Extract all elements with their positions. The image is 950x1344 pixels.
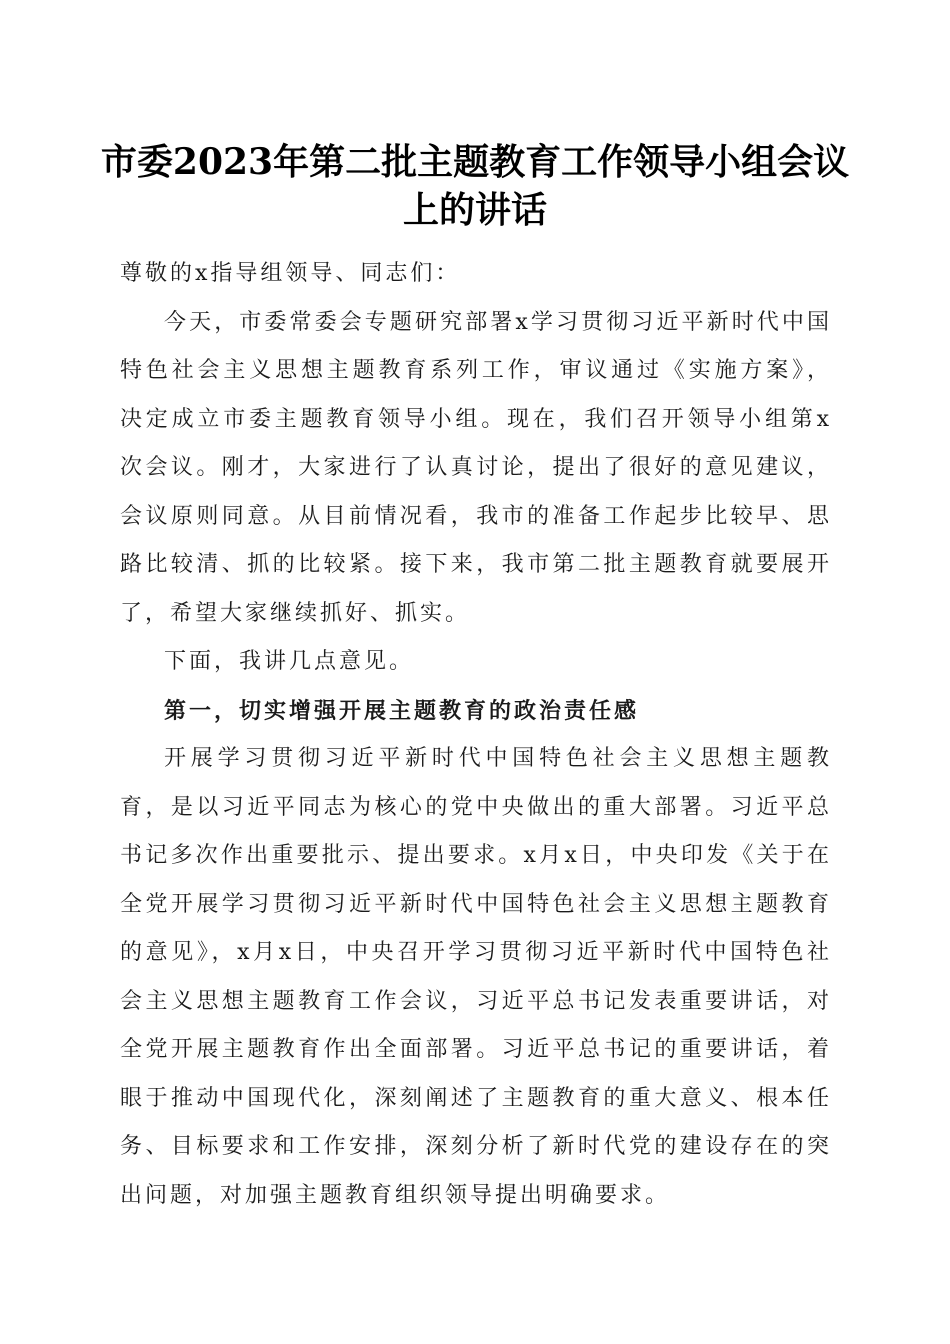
paragraph: 下面，我讲几点意见。 bbox=[164, 649, 415, 674]
paragraph: 今天，市委常委会专题研究部署x学习贯彻习近平新时代中国特色社会主义思想主题教育系列工作，审议通过《实施方案》，决定成立市委主题教育领导小组。现在，我们召开领导小组第x次会议。刚才，大家进行了认真讨论，提出了很好的意见建议，会议原则同意。从目前情况看，我市的准备工作起步比较早、思路比较清、抓的比较紧。接下来，我市第二批主题教育就要展开了，希望大家继续抓好、抓实。 bbox=[120, 309, 832, 626]
salutation: 尊敬的x指导组领导、同志们： bbox=[120, 261, 461, 286]
page-title: 市委2023年第二批主题教育工作领导小组会议上的讲话 bbox=[100, 141, 850, 231]
section-heading: 第一，切实增强开展主题教育的政治责任感 bbox=[164, 697, 640, 724]
paragraph: 开展学习贯彻习近平新时代中国特色社会主义思想主题教育，是以习近平同志为核心的党中央做出的重大部署。习近平总书记多次作出重要批示、提出要求。x月x日，中央印发《关于在全党开展学习贯彻习近平新时代中国特色社会主义思想主题教育的意见》，x月x日，中央召开学习贯彻习近平新时代中国特色社会主义思想主题教育工作会议，习近平总书记发表重要讲话，对全党开展主题教育作出全面部署。习近平总书记的重要讲话，着眼于推动中国现代化，深刻阐述了主题教育的重大意义、根本任务、目标要求和工作安排，深刻分析了新时代党的建设存在的突出问题，对加强主题教育组织领导提出明确要求。 bbox=[120, 746, 832, 1208]
document-body bbox=[120, 250, 832, 1220]
